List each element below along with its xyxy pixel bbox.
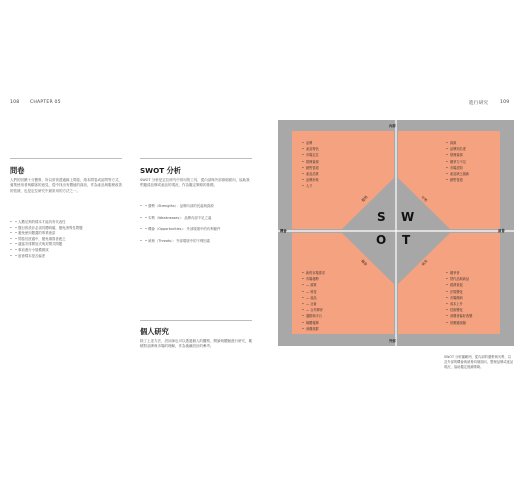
swot-paragraph: SWOT 分析是定位研究中常用的工具，從內部與外部兩個面向，協助我們釐清品牌或產品的現況，作為擬定策略的基礎。	[140, 178, 250, 188]
list-item: • • 事前進行小規模測試	[10, 248, 122, 254]
list-item: • 市場認知	[446, 165, 469, 171]
list-item: • 銷售管道	[302, 165, 319, 171]
letter-w: W	[401, 210, 415, 224]
list-item: • 品牌形象	[302, 177, 319, 183]
threats-list	[446, 270, 472, 326]
axis-label-right: 威脅	[498, 229, 505, 233]
list-item: • 資源	[446, 140, 469, 146]
swot-bullets	[140, 204, 252, 244]
list-item: • — 社會	[302, 301, 325, 307]
list-item: • 產品品質	[302, 171, 319, 177]
list-item: • • 避免使用艱澀的專業術語	[10, 231, 122, 237]
questionnaire-bullets	[10, 220, 122, 259]
list-item: • 人才	[302, 183, 319, 189]
list-item: • 市場趨勢	[302, 276, 325, 282]
list-item: • • 劣勢（Weaknesses）：品牌內部不足之處	[140, 216, 252, 222]
chapter-label: CHAPTER 05	[30, 100, 61, 105]
list-item: • 品牌	[302, 140, 319, 146]
list-item: • 新的市場需求	[302, 270, 325, 276]
list-item: • • 題目的設計必須具體明確，避免誘導性問題	[10, 226, 122, 232]
section-title-swot: SWOT 分析	[140, 166, 181, 175]
list-item: • 產品特色	[302, 146, 319, 152]
figure-caption: SWOT 分析圖範例，從內部的優勢與劣勢，以及外部的機會與威脅四個面向，整理品牌或產品現況，協助擬定後續策略。	[444, 355, 514, 370]
section-title-personal: 個人研究	[140, 327, 169, 336]
list-item: • • 優勢（Strengths）：品牌內部的長處與資源	[140, 204, 252, 210]
list-item: • 經濟衰退	[446, 282, 472, 288]
list-item: • • 機會（Opportunities）：外部環境中的有利條件	[140, 227, 252, 233]
list-item: • — 科技	[302, 289, 325, 295]
diamond-label-threats: 威脅	[420, 259, 429, 267]
list-item: • — 產品	[302, 295, 325, 301]
list-item: • 技術變化	[446, 307, 472, 313]
questionnaire-paragraph: 人們的回饋十分寶貴，所以常常透過線上問卷、紙本問卷或訪問等方式，蒐集使用者與顧客的意見，從中找出有價值的資訊，作為產品與服務改善的依據，也是定位研究中最常用的方法之一。	[10, 178, 122, 193]
left-page-number: 108	[10, 100, 20, 105]
axis-label-left: 機會	[280, 229, 287, 233]
letter-o: O	[376, 233, 387, 247]
opportunities-list	[302, 270, 325, 332]
diamond-label-weaknesses: 劣勢	[420, 195, 428, 203]
letter-t: T	[402, 233, 411, 247]
list-item: • 產品缺乏創新	[446, 171, 469, 177]
section-rule-questionnaire	[10, 158, 122, 159]
list-item: • • 問卷長度適中，避免填寫者疲乏	[10, 237, 122, 243]
section-rule-swot	[140, 158, 252, 159]
diamond-label-opportunities: 機會	[360, 259, 368, 267]
list-item: • 媒體報導	[302, 320, 325, 326]
list-item: • 競爭力不足	[446, 159, 469, 165]
letter-s: S	[377, 210, 386, 224]
swot-diagram	[278, 120, 514, 346]
running-head: 進行研究	[469, 101, 489, 106]
list-item: • 市場飽和	[446, 295, 472, 301]
section-rule-personal	[140, 320, 252, 321]
list-item: • • 適當安排開放式與封閉式問題	[10, 242, 122, 248]
list-item: • 成本上升	[446, 301, 472, 307]
list-item: • 品牌知名度	[446, 146, 469, 152]
list-item: • 替代品與新品	[446, 276, 472, 282]
section-title-questionnaire: 問卷	[10, 166, 25, 175]
strengths-list	[302, 140, 319, 190]
list-item: • 供應鏈風險	[446, 320, 472, 326]
list-item: • 競爭者	[446, 270, 472, 276]
list-item: • 法規變化	[446, 289, 472, 295]
list-item: • 財務資源	[446, 152, 469, 158]
list-item: • 消費者偏好改變	[446, 313, 472, 319]
list-item: • • 人數足夠的樣本才能具有代表性	[10, 220, 122, 226]
list-item: • 消費族群	[302, 326, 325, 332]
list-item: • — 政策	[302, 282, 325, 288]
list-item: • 財務資源	[302, 159, 319, 165]
personal-paragraph: 除了上述方法，設計師也可以透過個人的觀察、閱讀與體驗進行研究，累積對品牌與市場的理解，作為後續設計的參考。	[140, 339, 252, 349]
list-item: • • 威脅（Threats）：外部環境中的不利因素	[140, 239, 252, 245]
list-item: • — 合作夥伴	[302, 307, 325, 313]
weaknesses-list	[446, 140, 469, 183]
diamond-label-strengths: 優勢	[360, 195, 369, 203]
right-page-number: 109	[500, 100, 510, 105]
list-item: • • 留意樣本是否偏差	[10, 254, 122, 260]
list-item: • 通路與平台	[302, 313, 325, 319]
axis-label-top: 內部	[389, 124, 396, 128]
list-item: • 市場定位	[302, 152, 319, 158]
axis-label-bottom: 外部	[389, 339, 396, 343]
list-item: • 銷售管道	[446, 177, 469, 183]
